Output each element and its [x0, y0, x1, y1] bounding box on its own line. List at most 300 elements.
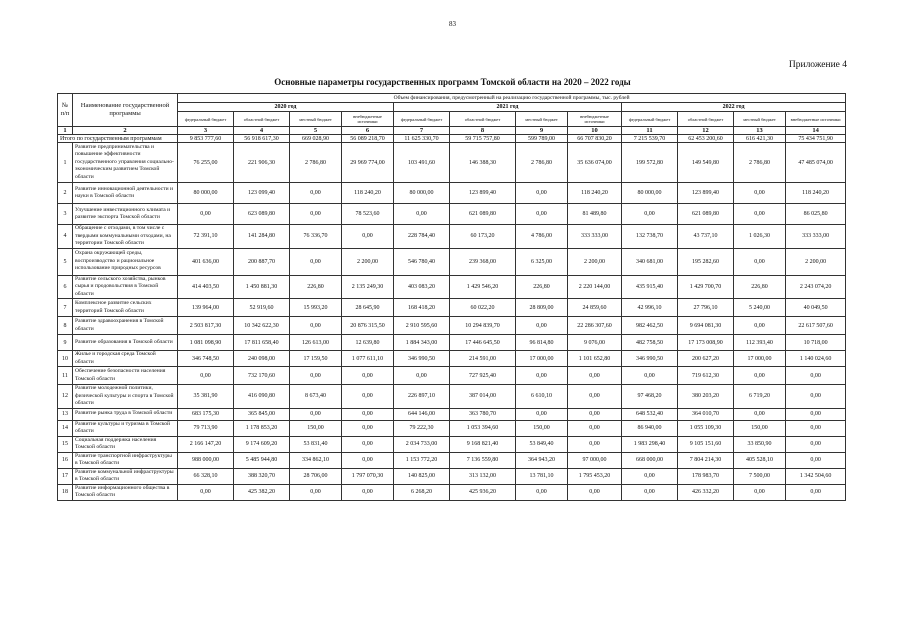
row-number: 4	[58, 225, 73, 249]
funding-value: 2 786,80	[516, 143, 568, 183]
funding-value: 72 391,10	[178, 225, 234, 249]
funding-value: 28 706,00	[290, 468, 342, 484]
funding-value: 199 572,80	[622, 143, 678, 183]
table-row	[58, 225, 846, 249]
table-row	[58, 275, 846, 299]
funding-value: 0,00	[734, 204, 786, 225]
table-row	[58, 436, 846, 452]
row-number: 9	[58, 335, 73, 351]
total-value: 616 421,30	[734, 135, 786, 143]
funding-value: 0,00	[290, 408, 342, 420]
funding-value: 0,00	[568, 367, 622, 385]
program-name: Охрана окружающей среды, воспроизводство и рациональное использование природных ресурсов	[73, 248, 178, 275]
funding-value: 9 105 151,60	[678, 436, 734, 452]
total-value: 56 918 617,30	[234, 135, 290, 143]
funding-value: 0,00	[786, 367, 846, 385]
row-number: 5	[58, 248, 73, 275]
program-name: Жилье и городская среда Томской области	[73, 351, 178, 367]
funding-value: 346 990,50	[394, 351, 450, 367]
column-number: 11	[622, 127, 678, 135]
funding-value: 226,80	[516, 275, 568, 299]
row-number: 12	[58, 385, 73, 409]
funding-value: 0,00	[290, 367, 342, 385]
funding-value: 0,00	[394, 367, 450, 385]
funding-value: 387 014,00	[450, 385, 516, 409]
funding-value: 1 178 853,20	[234, 420, 290, 436]
table-row	[58, 143, 846, 183]
funding-value: 0,00	[178, 484, 234, 500]
funding-value: 1 795 453,20	[568, 468, 622, 484]
table-row	[58, 420, 846, 436]
subheader-regional: областной бюджет	[450, 112, 516, 127]
column-number: 10	[568, 127, 622, 135]
table-row	[58, 351, 846, 367]
funding-value: 149 549,80	[678, 143, 734, 183]
funding-value: 20 876 315,50	[342, 317, 394, 335]
funding-value: 22 617 507,60	[786, 317, 846, 335]
funding-value: 364 943,20	[516, 452, 568, 468]
funding-value: 141 284,80	[234, 225, 290, 249]
funding-value: 5 485 944,80	[234, 452, 290, 468]
funding-value: 425 936,20	[450, 484, 516, 500]
funding-value: 6 268,20	[394, 484, 450, 500]
program-name: Развитие информационного общества в Томской области	[73, 484, 178, 500]
funding-value: 0,00	[734, 408, 786, 420]
column-number: 9	[516, 127, 568, 135]
table-row	[58, 183, 846, 204]
funding-value: 732 170,60	[234, 367, 290, 385]
subheader-federal: федеральный бюджет	[394, 112, 450, 127]
funding-value: 9 694 081,30	[678, 317, 734, 335]
funding-value: 363 780,70	[450, 408, 516, 420]
funding-value: 405 528,10	[734, 452, 786, 468]
funding-value: 200 887,70	[234, 248, 290, 275]
row-number: 3	[58, 204, 73, 225]
funding-value: 482 758,50	[622, 335, 678, 351]
total-value: 66 707 830,20	[568, 135, 622, 143]
program-name: Обеспечение безопасности населения Томской области	[73, 367, 178, 385]
funding-value: 0,00	[568, 420, 622, 436]
funding-value: 132 738,70	[622, 225, 678, 249]
column-number: 2	[73, 127, 178, 135]
funding-value: 1 429 700,70	[678, 275, 734, 299]
subheader-local: местный бюджет	[516, 112, 568, 127]
column-number: 7	[394, 127, 450, 135]
funding-value: 0,00	[290, 204, 342, 225]
funding-value: 0,00	[178, 204, 234, 225]
funding-value: 79 222,30	[394, 420, 450, 436]
funding-value: 178 983,70	[678, 468, 734, 484]
funding-value: 80 000,00	[178, 183, 234, 204]
funding-value: 86 025,80	[786, 204, 846, 225]
funding-value: 333 333,00	[786, 225, 846, 249]
funding-value: 1 101 652,80	[568, 351, 622, 367]
funding-value: 425 382,20	[234, 484, 290, 500]
funding-value: 118 240,20	[568, 183, 622, 204]
funding-value: 1 026,30	[734, 225, 786, 249]
funding-value: 6 610,10	[516, 385, 568, 409]
funding-value: 683 175,30	[178, 408, 234, 420]
funding-value: 0,00	[342, 420, 394, 436]
funding-value: 43 737,10	[678, 225, 734, 249]
funding-value: 426 332,20	[678, 484, 734, 500]
funding-value: 0,00	[786, 420, 846, 436]
table-row	[58, 468, 846, 484]
funding-value: 15 993,20	[290, 299, 342, 317]
column-number: 1	[58, 127, 73, 135]
funding-value: 13 781,10	[516, 468, 568, 484]
funding-value: 0,00	[516, 204, 568, 225]
funding-value: 0,00	[342, 225, 394, 249]
header-year-2021: 2021 год	[394, 103, 622, 112]
funding-value: 0,00	[342, 385, 394, 409]
funding-value: 0,00	[290, 248, 342, 275]
funding-value: 103 491,60	[394, 143, 450, 183]
funding-value: 1 983 298,40	[622, 436, 678, 452]
program-name: Обращение с отходами, в том числе с твердыми коммунальными отходами, на территории Томской области	[73, 225, 178, 249]
total-value: 11 625 330,70	[394, 135, 450, 143]
subheader-extrabudget: внебюджетные источники	[568, 112, 622, 127]
funding-value: 0,00	[516, 367, 568, 385]
column-number: 5	[290, 127, 342, 135]
table-row	[58, 452, 846, 468]
funding-value: 2 786,80	[734, 143, 786, 183]
funding-value: 0,00	[178, 367, 234, 385]
appendix-label: Приложение 4	[788, 60, 847, 70]
funding-value: 76 336,70	[290, 225, 342, 249]
funding-value: 123 899,40	[450, 183, 516, 204]
funding-value: 24 859,60	[568, 299, 622, 317]
funding-value: 644 146,00	[394, 408, 450, 420]
funding-value: 240 098,00	[234, 351, 290, 367]
total-value: 7 215 539,70	[622, 135, 678, 143]
funding-value: 719 612,30	[678, 367, 734, 385]
funding-value: 0,00	[786, 484, 846, 500]
funding-value: 80 000,00	[622, 183, 678, 204]
row-number: 18	[58, 484, 73, 500]
program-name: Развитие инновационной деятельности и науки в Томской области	[73, 183, 178, 204]
funding-value: 365 845,00	[234, 408, 290, 420]
funding-value: 668 000,00	[622, 452, 678, 468]
funding-value: 982 462,50	[622, 317, 678, 335]
funding-value: 35 381,90	[178, 385, 234, 409]
funding-value: 0,00	[568, 436, 622, 452]
column-number: 6	[342, 127, 394, 135]
funding-value: 22 286 307,60	[568, 317, 622, 335]
funding-value: 0,00	[786, 436, 846, 452]
funding-value: 200 627,20	[678, 351, 734, 367]
funding-value: 0,00	[342, 452, 394, 468]
funding-value: 0,00	[516, 317, 568, 335]
funding-value: 0,00	[786, 385, 846, 409]
row-number: 13	[58, 408, 73, 420]
program-name: Развитие культуры и туризма в Томской области	[73, 420, 178, 436]
funding-value: 97 000,00	[568, 452, 622, 468]
program-name: Развитие образования в Томской области	[73, 335, 178, 351]
funding-value: 17 000,00	[734, 351, 786, 367]
funding-value: 2 503 817,30	[178, 317, 234, 335]
funding-value: 0,00	[622, 468, 678, 484]
funding-value: 0,00	[734, 248, 786, 275]
funding-value: 79 713,90	[178, 420, 234, 436]
header-volume: Объем финансирования, предусмотренный на реализацию государственной программы, тыс. рублей	[178, 94, 846, 103]
funding-value: 0,00	[342, 408, 394, 420]
funding-value: 7 804 214,30	[678, 452, 734, 468]
row-number: 8	[58, 317, 73, 335]
funding-value: 2 135 249,30	[342, 275, 394, 299]
funding-value: 0,00	[342, 436, 394, 452]
column-number-row	[58, 127, 846, 135]
funding-value: 6 719,20	[734, 385, 786, 409]
column-number: 13	[734, 127, 786, 135]
program-name: Развитие здравоохранения в Томской области	[73, 317, 178, 335]
table-row	[58, 335, 846, 351]
funding-value: 4 786,00	[516, 225, 568, 249]
total-value: 669 028,90	[290, 135, 342, 143]
funding-value: 150,00	[734, 420, 786, 436]
program-name: Развитие коммунальной инфраструктуры в Томской области	[73, 468, 178, 484]
funding-value: 313 132,00	[450, 468, 516, 484]
funding-value: 0,00	[342, 484, 394, 500]
funding-value: 9 168 821,40	[450, 436, 516, 452]
funding-value: 346 990,50	[622, 351, 678, 367]
funding-value: 1 450 881,30	[234, 275, 290, 299]
funding-value: 1 077 611,10	[342, 351, 394, 367]
funding-value: 10 294 839,70	[450, 317, 516, 335]
funding-value: 81 489,80	[568, 204, 622, 225]
funding-value: 388 320,70	[234, 468, 290, 484]
row-number: 16	[58, 452, 73, 468]
funding-value: 621 089,80	[450, 204, 516, 225]
funding-value: 226,80	[290, 275, 342, 299]
funding-value: 28 809,00	[516, 299, 568, 317]
funding-value: 239 368,00	[450, 248, 516, 275]
funding-value: 0,00	[734, 484, 786, 500]
funding-value: 333 333,00	[568, 225, 622, 249]
funding-value: 0,00	[516, 408, 568, 420]
row-number: 10	[58, 351, 73, 367]
subheader-extrabudget: внебюджетные источники	[342, 112, 394, 127]
funding-value: 226 897,10	[394, 385, 450, 409]
table-row	[58, 204, 846, 225]
funding-value: 118 240,20	[786, 183, 846, 204]
program-name: Социальная поддержка населения Томской области	[73, 436, 178, 452]
funding-value: 0,00	[568, 408, 622, 420]
program-name: Улучшение инвестиционного климата и развитие экспорта Томской области	[73, 204, 178, 225]
funding-value: 401 636,00	[178, 248, 234, 275]
row-number: 7	[58, 299, 73, 317]
total-value: 56 089 218,70	[342, 135, 394, 143]
funding-value: 17 173 008,90	[678, 335, 734, 351]
funding-value: 146 388,30	[450, 143, 516, 183]
total-value: 59 715 757,80	[450, 135, 516, 143]
column-number: 12	[678, 127, 734, 135]
funding-value: 17 811 658,40	[234, 335, 290, 351]
funding-value: 76 255,00	[178, 143, 234, 183]
funding-value: 1 153 772,20	[394, 452, 450, 468]
total-value: 9 853 777,60	[178, 135, 234, 143]
funding-value: 96 814,80	[516, 335, 568, 351]
funding-value: 42 996,10	[622, 299, 678, 317]
funding-value: 78 523,60	[342, 204, 394, 225]
program-name: Комплексное развитие сельских территорий Томской области	[73, 299, 178, 317]
row-number: 15	[58, 436, 73, 452]
funding-value: 334 862,10	[290, 452, 342, 468]
funding-value: 380 203,20	[678, 385, 734, 409]
funding-value: 2 243 074,20	[786, 275, 846, 299]
programs-table	[57, 93, 846, 501]
funding-value: 0,00	[786, 452, 846, 468]
funding-value: 0,00	[568, 385, 622, 409]
funding-value: 112 393,40	[734, 335, 786, 351]
table-row	[58, 385, 846, 409]
header-year-2020: 2020 год	[178, 103, 394, 112]
funding-value: 8 673,40	[290, 385, 342, 409]
subheader-federal: федеральный бюджет	[622, 112, 678, 127]
funding-value: 2 166 147,20	[178, 436, 234, 452]
funding-value: 60 173,20	[450, 225, 516, 249]
subheader-local: местный бюджет	[734, 112, 786, 127]
funding-value: 1 055 109,30	[678, 420, 734, 436]
funding-value: 228 784,40	[394, 225, 450, 249]
funding-value: 66 328,10	[178, 468, 234, 484]
funding-value: 340 681,00	[622, 248, 678, 275]
funding-value: 168 418,20	[394, 299, 450, 317]
funding-value: 80 000,00	[394, 183, 450, 204]
funding-value: 17 159,50	[290, 351, 342, 367]
column-number: 14	[786, 127, 846, 135]
funding-value: 0,00	[290, 183, 342, 204]
funding-value: 97 468,20	[622, 385, 678, 409]
total-value: 75 434 751,90	[786, 135, 846, 143]
funding-value: 1 140 024,60	[786, 351, 846, 367]
funding-value: 10 342 622,30	[234, 317, 290, 335]
total-label: Итого по государственным программам	[58, 135, 178, 143]
funding-value: 727 925,40	[450, 367, 516, 385]
funding-value: 7 136 559,80	[450, 452, 516, 468]
funding-value: 546 780,40	[394, 248, 450, 275]
funding-value: 2 200,00	[568, 248, 622, 275]
funding-value: 33 850,90	[734, 436, 786, 452]
funding-value: 53 849,40	[516, 436, 568, 452]
funding-value: 123 099,40	[234, 183, 290, 204]
subheader-regional: областной бюджет	[234, 112, 290, 127]
funding-value: 2 200,00	[786, 248, 846, 275]
column-number: 4	[234, 127, 290, 135]
funding-value: 29 969 774,00	[342, 143, 394, 183]
row-number: 6	[58, 275, 73, 299]
program-name: Развитие рынка труда в Томской области	[73, 408, 178, 420]
total-value: 599 789,00	[516, 135, 568, 143]
funding-value: 364 010,70	[678, 408, 734, 420]
funding-value: 1 053 394,60	[450, 420, 516, 436]
funding-value: 0,00	[734, 183, 786, 204]
header-year-2022: 2022 год	[622, 103, 846, 112]
funding-value: 2 200,00	[342, 248, 394, 275]
funding-value: 1 081 098,90	[178, 335, 234, 351]
funding-value: 40 049,50	[786, 299, 846, 317]
funding-value: 0,00	[734, 367, 786, 385]
subheader-federal: федеральный бюджет	[178, 112, 234, 127]
subheader-regional: областной бюджет	[678, 112, 734, 127]
row-number: 14	[58, 420, 73, 436]
funding-value: 0,00	[622, 204, 678, 225]
subheader-extrabudget: внебюджетные источники	[786, 112, 846, 127]
funding-value: 140 825,00	[394, 468, 450, 484]
page-number: 83	[449, 20, 456, 28]
funding-value: 2 910 595,60	[394, 317, 450, 335]
funding-value: 621 089,80	[678, 204, 734, 225]
funding-value: 195 282,60	[678, 248, 734, 275]
funding-value: 17 000,00	[516, 351, 568, 367]
header-name: Наименование государственной программы	[73, 94, 178, 127]
funding-value: 0,00	[568, 484, 622, 500]
funding-value: 9 076,00	[568, 335, 622, 351]
funding-value: 226,80	[734, 275, 786, 299]
funding-value: 5 240,00	[734, 299, 786, 317]
funding-value: 150,00	[290, 420, 342, 436]
document-title: Основные параметры государственных программ Томской области на 2020 – 2022 годы	[274, 77, 631, 87]
funding-value: 52 919,60	[234, 299, 290, 317]
funding-value: 1 342 504,60	[786, 468, 846, 484]
funding-value: 435 915,40	[622, 275, 678, 299]
funding-value: 0,00	[516, 484, 568, 500]
funding-value: 0,00	[394, 204, 450, 225]
subheader-local: местный бюджет	[290, 112, 342, 127]
row-number: 17	[58, 468, 73, 484]
total-value: 62 453 200,60	[678, 135, 734, 143]
funding-value: 28 645,90	[342, 299, 394, 317]
total-row	[58, 135, 846, 143]
funding-value: 10 718,00	[786, 335, 846, 351]
funding-value: 9 174 609,20	[234, 436, 290, 452]
funding-value: 118 240,20	[342, 183, 394, 204]
funding-value: 126 613,00	[290, 335, 342, 351]
table-row	[58, 408, 846, 420]
funding-value: 150,00	[516, 420, 568, 436]
table-row	[58, 317, 846, 335]
funding-value: 7 500,00	[734, 468, 786, 484]
funding-value: 139 964,00	[178, 299, 234, 317]
funding-value: 35 636 074,00	[568, 143, 622, 183]
funding-value: 346 748,50	[178, 351, 234, 367]
row-number: 11	[58, 367, 73, 385]
table-row	[58, 248, 846, 275]
funding-value: 2 786,80	[290, 143, 342, 183]
program-name: Развитие транспортной инфраструктуры в Томской области	[73, 452, 178, 468]
table-row	[58, 367, 846, 385]
funding-value: 0,00	[734, 317, 786, 335]
funding-value: 2 220 144,00	[568, 275, 622, 299]
program-name: Развитие молодежной политики, физической культуры и спорта в Томской области	[73, 385, 178, 409]
header-num: № п/п	[58, 94, 73, 127]
funding-value: 403 083,20	[394, 275, 450, 299]
funding-value: 623 089,80	[234, 204, 290, 225]
table-row	[58, 299, 846, 317]
funding-value: 27 796,10	[678, 299, 734, 317]
funding-value: 123 899,40	[678, 183, 734, 204]
funding-value: 221 906,30	[234, 143, 290, 183]
funding-value: 0,00	[342, 367, 394, 385]
funding-value: 1 797 070,30	[342, 468, 394, 484]
funding-value: 988 000,00	[178, 452, 234, 468]
funding-value: 416 090,80	[234, 385, 290, 409]
funding-value: 1 429 546,20	[450, 275, 516, 299]
table-row	[58, 484, 846, 500]
row-number: 2	[58, 183, 73, 204]
funding-value: 2 034 733,00	[394, 436, 450, 452]
funding-value: 0,00	[516, 183, 568, 204]
